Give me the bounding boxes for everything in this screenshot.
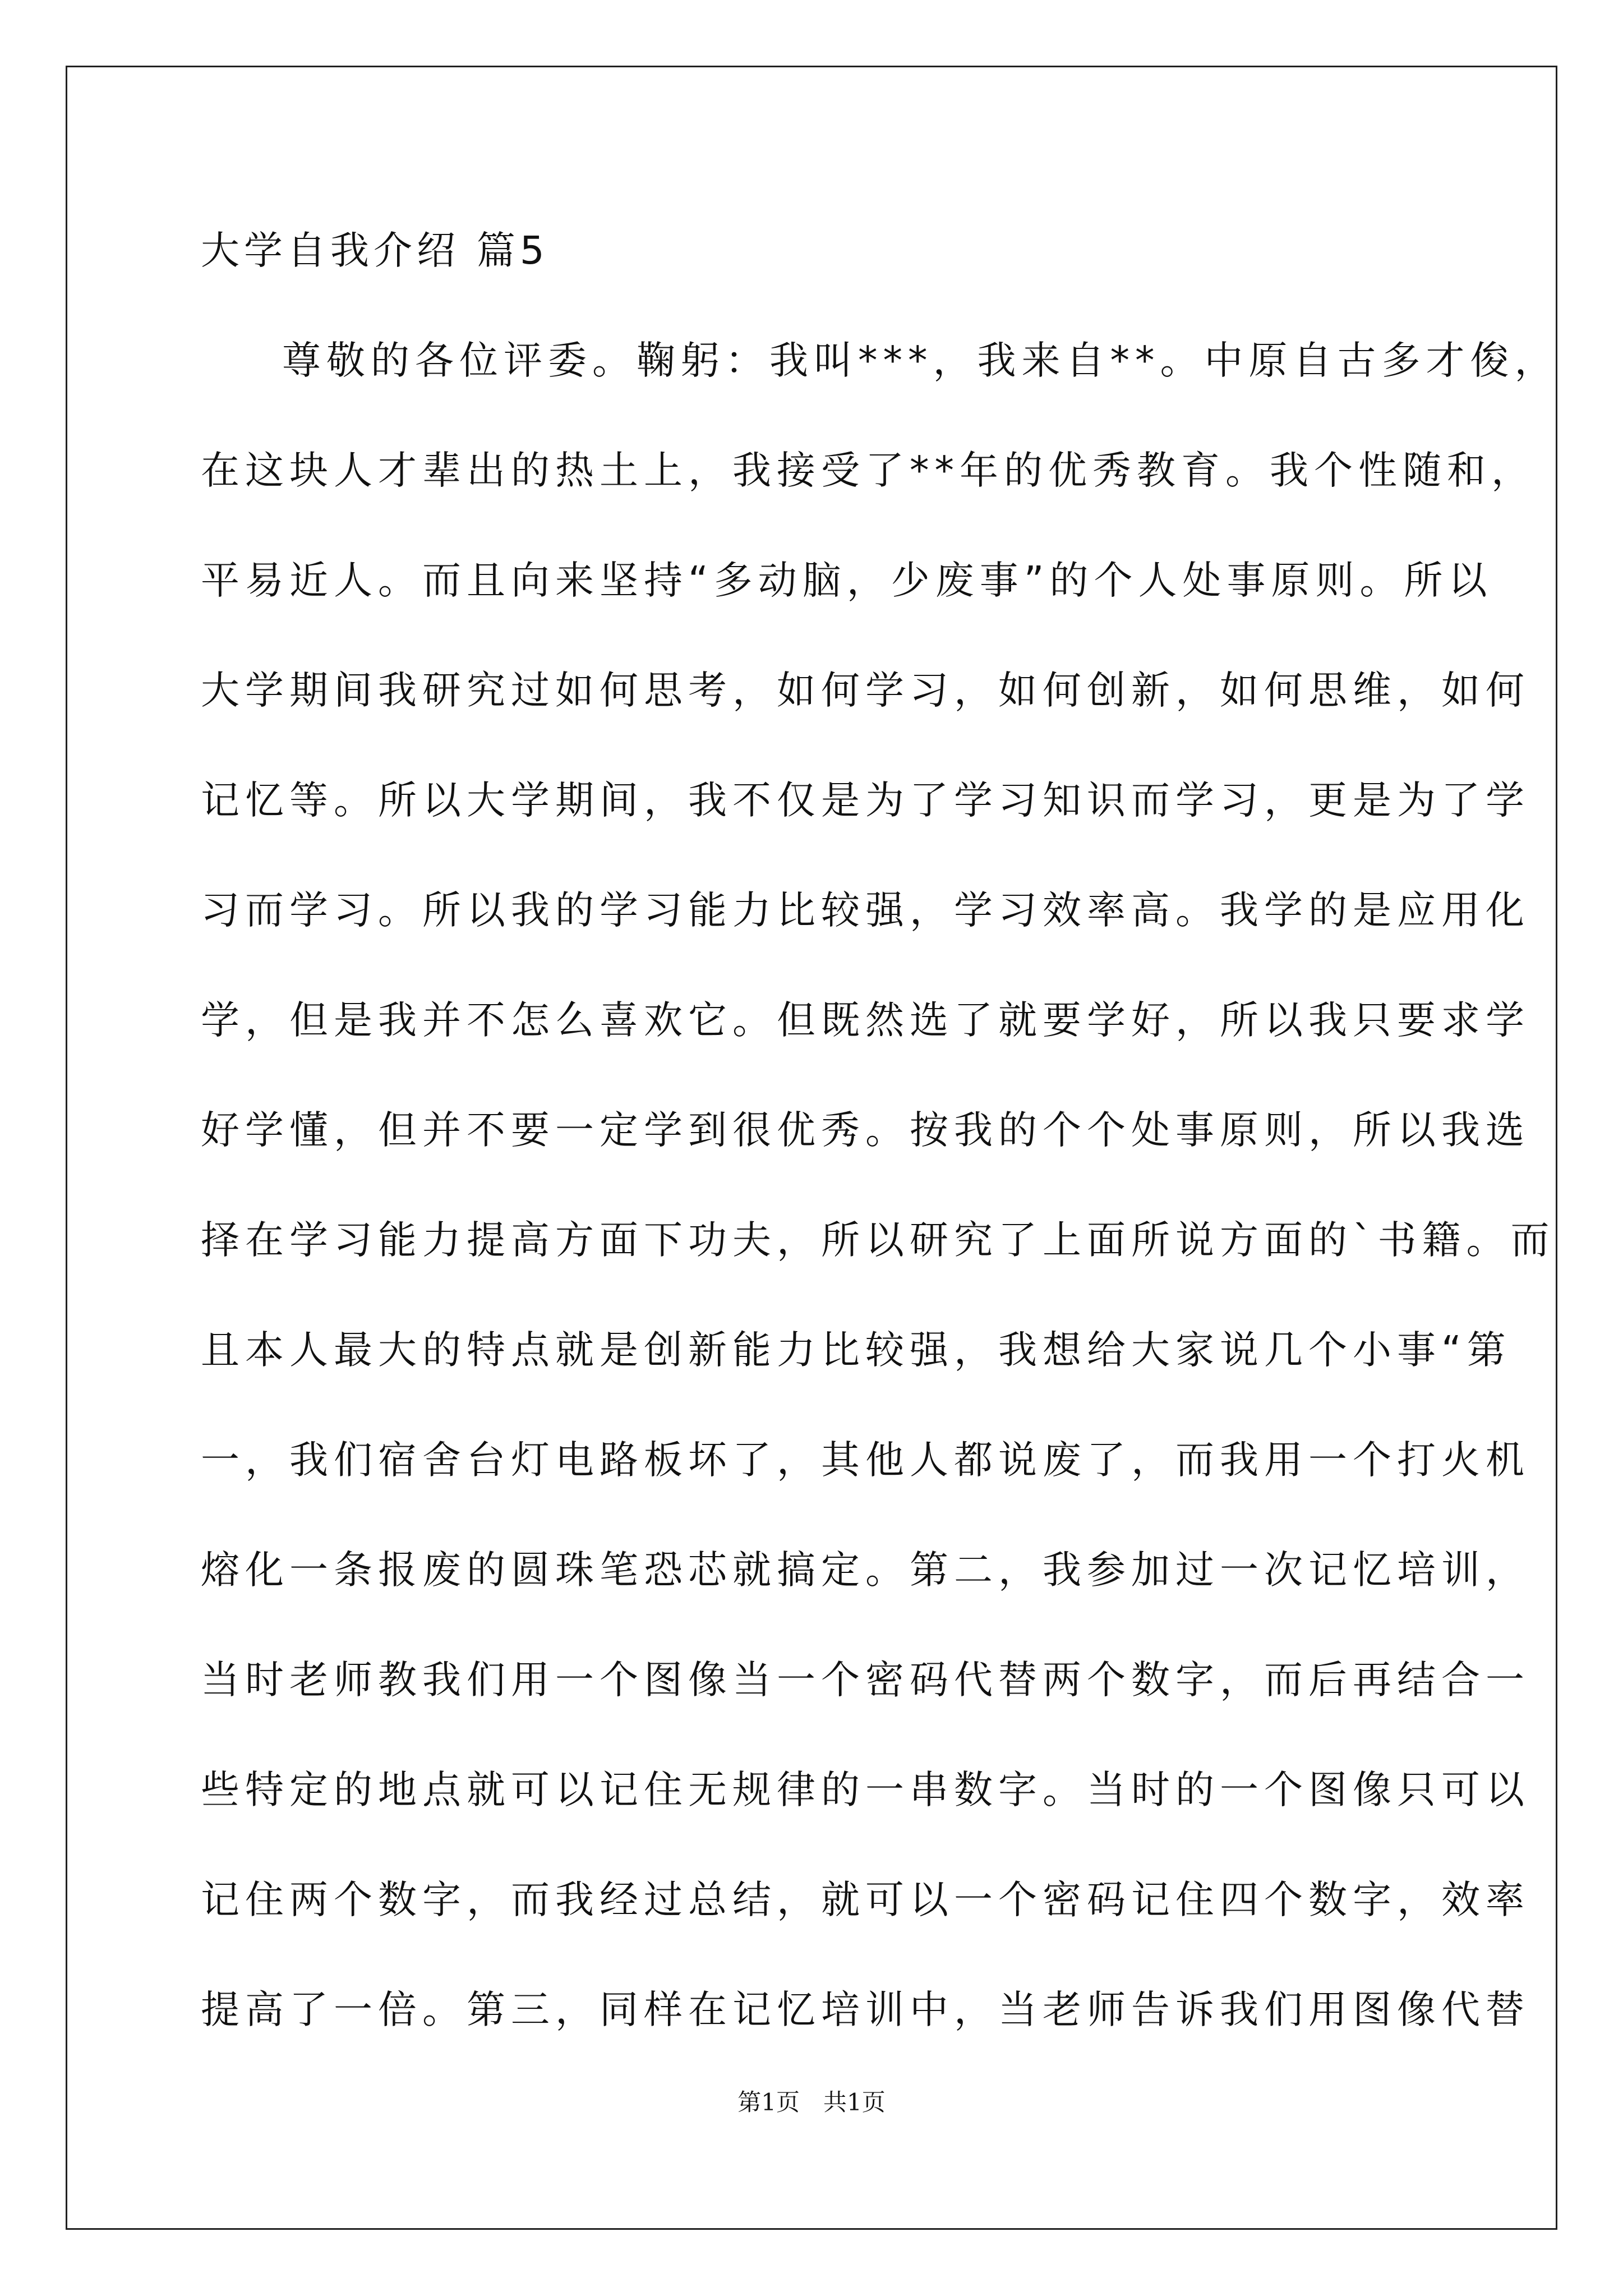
body-line: 尊敬的各位评委。鞠躬：我叫***，我来自**。中原自古多才俊， bbox=[282, 338, 1559, 383]
body-line: 些特定的地点就可以记住无规律的一串数字。当时的一个图像只可以 bbox=[201, 1768, 1530, 1812]
body-line: 择在学习能力提高方面下功夫，所以研究了上面所说方面的`书籍。而 bbox=[201, 1218, 1555, 1263]
body-line: 习而学习。所以我的学习能力比较强，学习效率高。我学的是应用化 bbox=[201, 888, 1530, 933]
page-number-footer: 第1页 共1页 bbox=[737, 2088, 886, 2116]
body-line: 且本人最大的特点就是创新能力比较强，我想给大家说几个小事“第 bbox=[201, 1328, 1511, 1373]
body-line: 一，我们宿舍台灯电路板坏了，其他人都说废了，而我用一个打火机 bbox=[201, 1438, 1530, 1483]
document-title: 大学自我介绍 篇5 bbox=[201, 228, 549, 273]
body-line: 在这块人才辈出的热土上，我接受了**年的优秀教育。我个性随和， bbox=[201, 448, 1536, 493]
body-line: 记忆等。所以大学期间，我不仅是为了学习知识而学习，更是为了学 bbox=[201, 778, 1530, 823]
body-line: 大学期间我研究过如何思考，如何学习，如何创新，如何思维，如何 bbox=[201, 668, 1530, 713]
body-line: 当时老师教我们用一个图像当一个密码代替两个数字，而后再结合一 bbox=[201, 1658, 1530, 1703]
body-line: 提高了一倍。第三，同样在记忆培训中，当老师告诉我们用图像代替 bbox=[201, 1987, 1530, 2032]
body-line: 记住两个数字，而我经过总结，就可以一个密码记住四个数字，效率 bbox=[201, 1878, 1530, 1922]
body-line: 平易近人。而且向来坚持“多动脑，少废事”的个人处事原则。所以 bbox=[201, 558, 1493, 603]
body-line: 学，但是我并不怎么喜欢它。但既然选了就要学好，所以我只要求学 bbox=[201, 998, 1530, 1043]
body-line: 熔化一条报废的圆珠笔恐芯就搞定。第二，我参加过一次记忆培训， bbox=[201, 1548, 1530, 1593]
document-body bbox=[201, 306, 1559, 2065]
body-line: 好学懂，但并不要一定学到很优秀。按我的个个处事原则，所以我选 bbox=[201, 1108, 1530, 1153]
